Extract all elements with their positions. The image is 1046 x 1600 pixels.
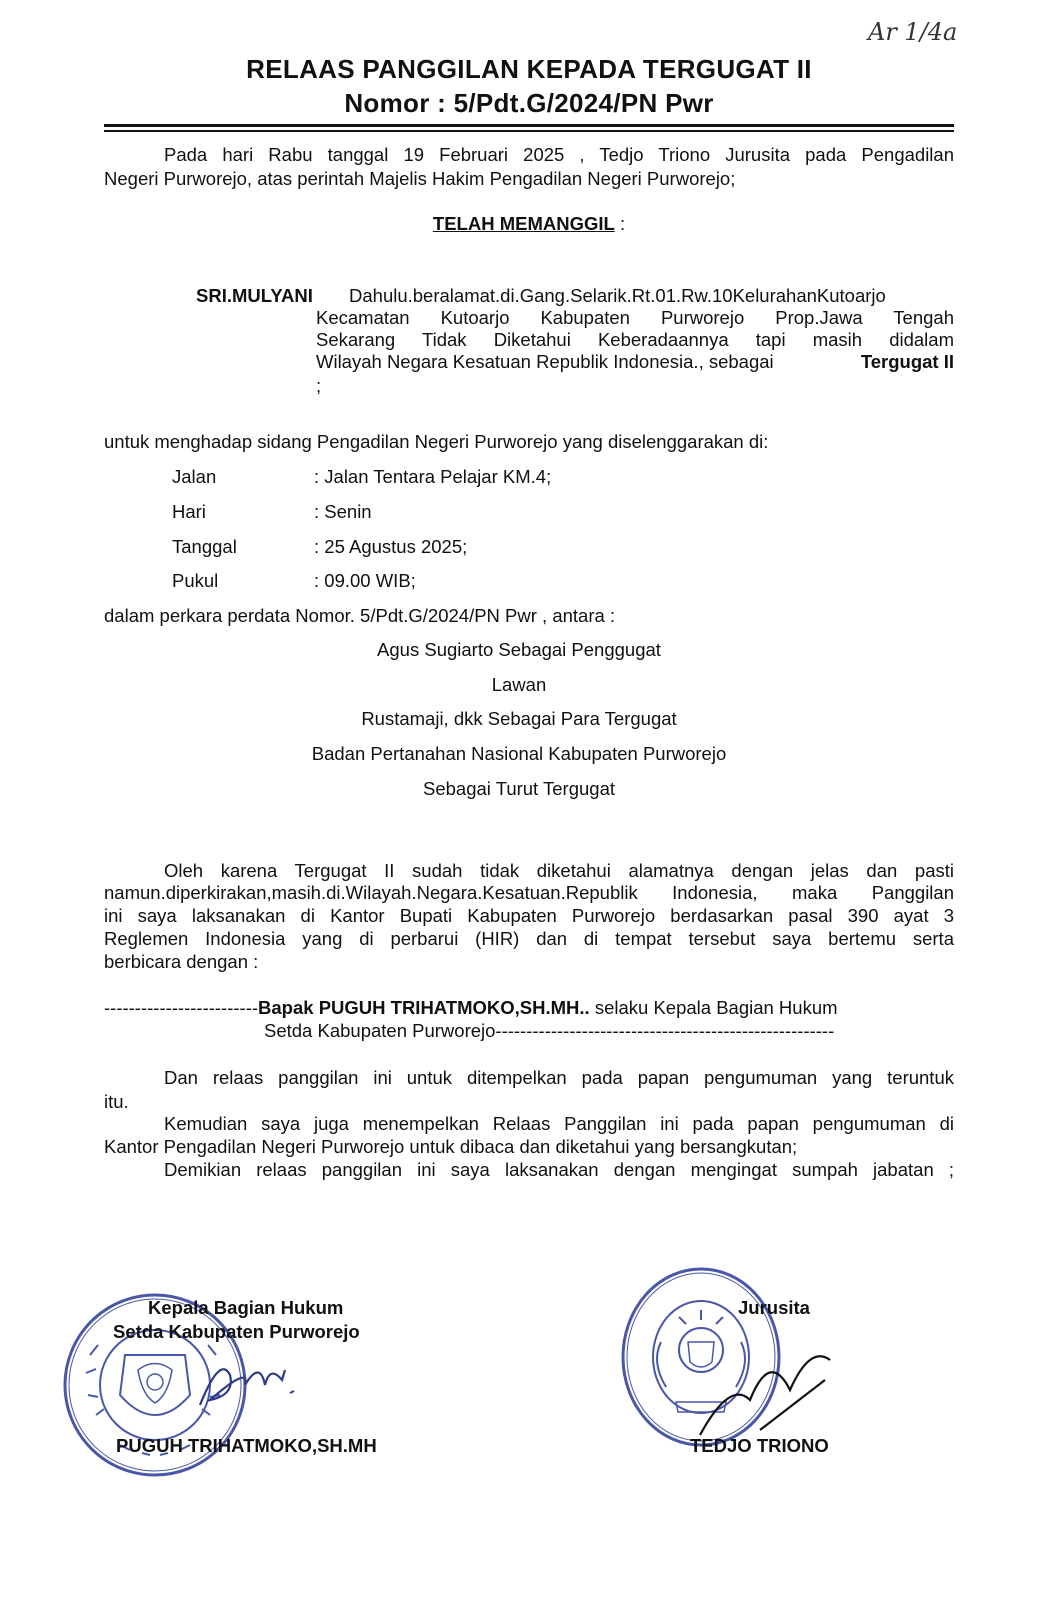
called-heading-colon: :	[614, 213, 626, 234]
case-intro: dalam perkara perdata Nomor. 5/Pdt.G/2024/PN Pwr , antara :	[104, 605, 616, 626]
left-signatory-title-2: Setda Kabupaten Purworejo	[113, 1321, 360, 1342]
met-line-1	[104, 996, 838, 1020]
case-party-line: Agus Sugiarto Sebagai Penggugat	[377, 639, 661, 660]
met-dashes: -------------------------	[104, 997, 259, 1018]
called-heading	[104, 212, 954, 236]
reason-line-5: berbicara dengan :	[104, 951, 259, 972]
left-signature-scribble	[190, 1345, 310, 1425]
hearing-row	[172, 535, 237, 559]
hearing-label: Tanggal	[172, 536, 237, 557]
hearing-intro: untuk menghadap sidang Pengadilan Negeri Purworejo yang diselenggarakan di:	[104, 431, 769, 452]
hearing-label: Pukul	[172, 570, 219, 591]
hearing-row	[172, 465, 216, 489]
reason-line-2: namun.diperkirakan,masih.di.Wilayah.Negara.Kesatuan.Republik Indonesia, maka Panggilan	[104, 882, 954, 903]
intro-line-1: Pada hari Rabu tanggal 19 Februari 2025 , Tedjo Triono Jurusita pada Pengadilan	[164, 144, 954, 165]
hearing-value: : 25 Agustus 2025;	[314, 536, 468, 557]
party-address-line-5: ;	[316, 375, 322, 396]
left-signatory-title-1: Kepala Bagian Hukum	[148, 1297, 344, 1318]
reason-line-4: Reglemen Indonesia yang di perbarui (HIR) dan di tempat tersebut saya bertemu serta	[104, 928, 954, 949]
header-rule-thin	[104, 130, 954, 132]
hearing-value: : Jalan Tentara Pelajar KM.4;	[314, 466, 552, 487]
header-rule-thick	[104, 124, 954, 127]
case-party-line: Badan Pertanahan Nasional Kabupaten Purworejo	[311, 743, 727, 764]
party-address-line-3: Sekarang Tidak Diketahui Keberadaannya tapi masih didalam	[316, 329, 954, 350]
hearing-row	[172, 569, 218, 593]
case-party-line: Lawan	[491, 674, 547, 695]
intro-line-2: Negeri Purworejo, atas perintah Majelis Hakim Pengadilan Negeri Purworejo;	[104, 168, 736, 189]
right-signatory-name: TEDJO TRIONO	[690, 1435, 829, 1456]
met-name: Bapak PUGUH TRIHATMOKO,SH.MH..	[258, 997, 590, 1018]
left-signatory-name: PUGUH TRIHATMOKO,SH.MH	[116, 1435, 377, 1456]
party-address-line-2: Kecamatan Kutoarjo Kabupaten Purworejo Prop.Jawa Tengah	[316, 307, 954, 328]
closing-p1-line-1: Dan relaas panggilan ini untuk ditempelkan pada papan pengumuman yang teruntuk	[164, 1067, 954, 1088]
hearing-row	[172, 500, 206, 524]
hearing-value: : 09.00 WIB;	[314, 570, 416, 591]
case-number: Nomor : 5/Pdt.G/2024/PN Pwr	[344, 88, 714, 118]
reason-line-1: Oleh karena Tergugat II sudah tidak diketahui alamatnya dengan jelas dan pasti	[164, 860, 954, 881]
called-heading-text: TELAH MEMANGGIL	[432, 213, 615, 234]
party-address-line-4-text: Wilayah Negara Kesatuan Republik Indonesia., sebagai	[316, 351, 774, 372]
met-line-2: Setda Kabupaten Purworejo-------------------------------------------------------	[264, 1020, 835, 1041]
party-role: Tergugat II	[860, 351, 954, 372]
hearing-label: Hari	[172, 501, 206, 522]
reason-line-3: ini saya laksanakan di Kantor Bupati Kabupaten Purworejo berdasarkan pasal 390 ayat 3	[104, 905, 954, 926]
party-address-line-4	[316, 350, 954, 374]
party-name: SRI.MULYANI	[196, 285, 313, 306]
right-signatory-title: Jurusita	[738, 1297, 810, 1318]
document-title: RELAAS PANGGILAN KEPADA TERGUGAT II	[246, 54, 812, 84]
page-mark: Ar 1/4a	[868, 18, 958, 46]
hearing-label: Jalan	[172, 466, 217, 487]
closing-p1-line-2: itu.	[104, 1091, 129, 1112]
party-address-line-1: Dahulu.beralamat.di.Gang.Selarik.Rt.01.Rw.10KelurahanKutoarjo	[349, 285, 886, 306]
case-party-line: Rustamaji, dkk Sebagai Para Tergugat	[361, 708, 677, 729]
closing-p3-line-1: Demikian relaas panggilan ini saya laksanakan dengan mengingat sumpah jabatan ;	[164, 1159, 954, 1180]
hearing-value: : Senin	[314, 501, 372, 522]
case-party-line: Sebagai Turut Tergugat	[423, 778, 615, 799]
met-role: selaku Kepala Bagian Hukum	[589, 997, 838, 1018]
closing-p2-line-2: Kantor Pengadilan Negeri Purworejo untuk dibaca dan diketahui yang bersangkutan;	[104, 1136, 798, 1157]
closing-p2-line-1: Kemudian saya juga menempelkan Relaas Panggilan ini pada papan pengumuman di	[164, 1113, 954, 1134]
